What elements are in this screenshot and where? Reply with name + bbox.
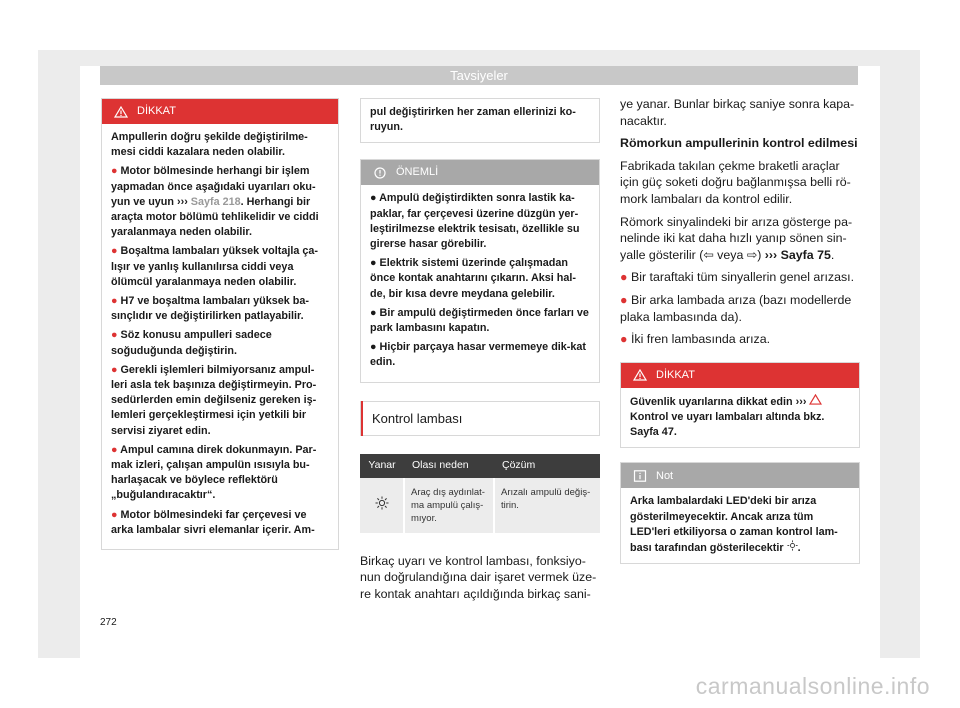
warning-triangle-icon [114, 106, 128, 118]
warning-label: DİKKAT [656, 368, 695, 381]
indicator-table [360, 454, 600, 533]
note-body: Arka lambalardaki LED'deki bir arıza gösterilmeyecektir. Ancak arıza tüm LED'leri etkiliyorsa o zaman kontrol lam-bası tarafından gösterilecektir . [630, 495, 838, 554]
list-item: ● Bir taraftaki tüm sinyallerin genel arızası. [620, 270, 855, 285]
warning-box [101, 98, 339, 550]
bullet-icon: ● [111, 363, 118, 376]
subsection-heading: Römorkun ampullerinin kontrol edilmesi [620, 136, 858, 151]
warning-triangle-icon [809, 394, 822, 405]
bullet-icon: ● [620, 270, 628, 285]
page-header: Tavsiyeler [100, 66, 858, 85]
page-reference-link[interactable]: Sayfa 75 [780, 247, 831, 262]
table-cell [360, 478, 404, 533]
important-label: ÖNEMLİ [396, 166, 439, 179]
bullet-icon: ● [111, 295, 118, 308]
warning-item: ● Motor bölmesinde herhangi bir işlem yapmadan önce aşağıdaki uyarıları oku-yun ve uyun ››› Sayfa 218. Herhangi bir araçta motor bölümü tehlikelidir ve ciddi yaralanmaya neden olabilir. [111, 165, 319, 239]
table-row [360, 478, 600, 533]
bullet-icon: ● [111, 329, 118, 342]
warning-body: Güvenlik uyarılarına dikkat edin ››› Kontrol ve uyarı lambaları altında bkz. Sayfa 47. [630, 395, 825, 439]
list-item: ● Bir arka lambada arıza (bazı modellerde plaka lambasında da). [620, 292, 852, 324]
table-header-row [360, 454, 600, 478]
bullet-icon: ● [620, 332, 628, 347]
warning-header [621, 363, 859, 388]
warning-header [102, 99, 338, 124]
column-3 [620, 96, 860, 564]
body-paragraph: Römork sinyalindeki bir arıza gösterge pa-nelinde iki kat daha hızlı yanıp sönen sin-yalle gösterilir (⇦ veya ⇨) ››› Sayfa 75. [620, 214, 853, 262]
important-box [360, 159, 600, 382]
warning-continuation-box [360, 98, 600, 143]
section-heading: Kontrol lambası [360, 401, 600, 436]
turn-signal-right-icon: ⇨ [746, 247, 758, 262]
turn-signal-left-icon: ⇦ [703, 247, 714, 262]
note-header [621, 463, 859, 488]
warning-item: ● H7 ve boşaltma lambaları yüksek ba-sınçlıdır ve değiştirilirken patlayabilir. [111, 295, 309, 323]
list-item: ● İki fren lambasında arıza. [620, 332, 771, 347]
important-circle-icon [373, 167, 387, 179]
bulb-indicator-icon [787, 540, 798, 551]
warning-item: ● Ampul camına direk dokunmayın. Par-mak izleri, çalışan ampulün ısısıyla bu-harlaşacak ve böylece reflektörü „buğulandıracaktır“. [111, 443, 317, 502]
warning-item: ● Boşaltma lambaları yüksek voltajla ça-lışır ve yanlış kullanılırsa ciddi veya ölümcül yaralanmaya neden olabilir. [111, 245, 318, 288]
column-2 [360, 98, 600, 602]
warning-item: ● Söz konusu ampulleri sadece soğuduğunda değiştirin. [111, 329, 272, 357]
important-item: ● Elektrik sistemi üzerinde çalışmadan önce kontak anahtarını çıkarın. Aksi hal-de, bir kısa devre meydana gelebilir. [370, 257, 577, 300]
warning-item: ● Motor bölmesindeki far çerçevesi ve arka lambalar sivri elemanlar içerir. Am- [111, 508, 315, 536]
bullet-icon: ● [111, 508, 118, 521]
body-paragraph: ye yanar. Bunlar birkaç saniye sonra kapa-nacaktır. [620, 97, 855, 128]
bulb-indicator-icon [375, 496, 389, 510]
warning-box [620, 362, 860, 449]
note-info-icon [633, 470, 647, 482]
reference-arrow-icon: ››› [177, 195, 188, 208]
reference-arrow-icon: ››› [764, 247, 778, 262]
bullet-icon: ● [111, 245, 118, 258]
table-cell: Araç dış aydınlat-ma ampulü çalış-mıyor. [404, 478, 494, 533]
note-label: Not [656, 469, 674, 482]
page-reference-link[interactable]: Sayfa 218 [190, 195, 241, 208]
important-item: ● Hiçbir parçaya hasar vermemeye dik-kat edin. [370, 341, 586, 369]
table-header-cell: Olası neden [404, 454, 494, 478]
warning-body [102, 124, 338, 549]
warning-item: ● Gerekli işlemleri bilmiyorsanız ampul-leri asla tek başınıza değiştirmeyin. Pro-sedürlerden emin değilseniz gereken iş-lemleri gerçekleştirmesi için yetkili bir servisi ziyaret edin. [111, 363, 317, 437]
important-body [361, 185, 599, 381]
body-paragraph: Birkaç uyarı ve kontrol lambası, fonksiyo-nun doğrulandığına dair işaret vermek üze-re kontak anahtarı açıldığında birkaç sani- [360, 553, 597, 601]
body-paragraph: Fabrikada takılan çekme braketli araçlar için güç soketi doğru bağlanmışsa belli rö-mork lambaları da kontrol edilir. [620, 158, 851, 206]
column-1 [101, 98, 339, 550]
warning-label: DİKKAT [137, 104, 176, 117]
table-header-cell: Çözüm [494, 454, 600, 478]
warning-triangle-icon [633, 369, 647, 381]
table-cell: Arızalı ampulü değiş-tirin. [494, 478, 600, 533]
bullet-icon: ● [111, 443, 118, 456]
important-item: ● Ampulü değiştirdikten sonra lastik ka-paklar, far çerçevesi üzerine düzgün yer-leştirilmezse elektrik tesisatı, özellikle su girerse hasar görebilir. [370, 192, 580, 251]
bullet-icon: ● [620, 292, 628, 307]
page-number: 272 [100, 617, 117, 628]
important-header [361, 160, 599, 185]
bullet-icon: ● [111, 165, 118, 178]
note-box [620, 462, 860, 564]
table-header-cell: Yanar [360, 454, 404, 478]
warning-continuation-text: pul değiştirirken her zaman ellerinizi ko-ruyun. [370, 106, 576, 134]
watermark: carmanualsonline.info [695, 673, 930, 699]
reference-arrow-icon: ››› [795, 395, 807, 408]
warning-intro: Ampullerin doğru şekilde değiştirilme-mesi ciddi kazalara neden olabilir. [111, 131, 308, 159]
important-item: ● Bir ampulü değiştirmeden önce farları ve park lambasını kapatın. [370, 306, 589, 335]
